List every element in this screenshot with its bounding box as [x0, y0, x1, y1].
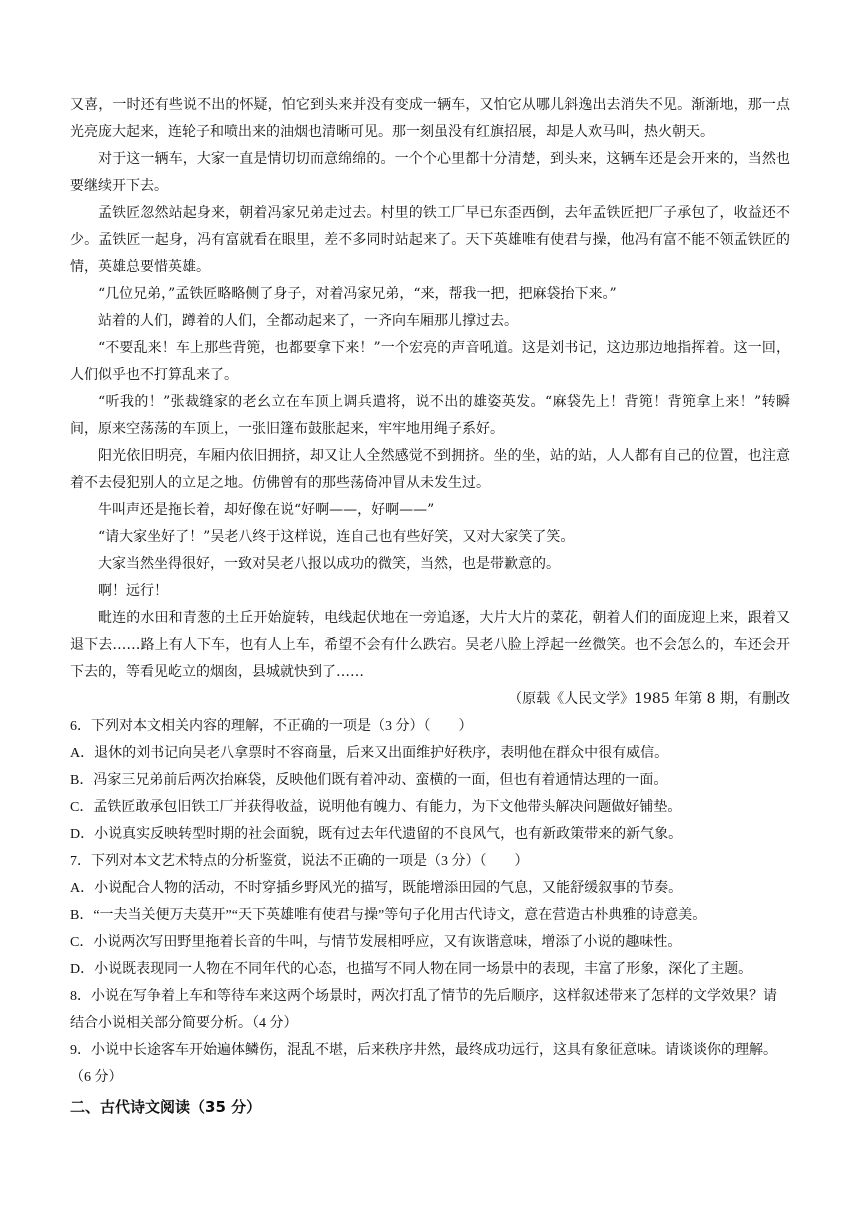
story-paragraph: “请大家坐好了！”吴老八终于这样说，连自己也有些好笑，又对大家笑了笑。: [98, 529, 575, 545]
story-paragraph: 站着的人们，蹲着的人们，全都动起来了，一齐向车厢那儿撑过去。: [98, 313, 518, 329]
story-paragraph: 牛叫声还是拖长着，却好像在说“好啊——，好啊——”: [98, 502, 435, 518]
story-paragraph: 对于这一辆车，大家一直是情切切而意绵绵的。一个个心里都十分清楚，到头来，这辆车还是会开来的，当然也要继续开下去。: [70, 151, 790, 194]
question-6-option-a: A．退休的刘书记向吴老八拿票时不容商量，后来又出面维护好秩序，表明他在群众中很有威信。: [70, 746, 669, 761]
story-paragraph: “听我的！”张裁缝家的老幺立在车顶上调兵遣将，说不出的雄姿英发。“麻袋先上！背篼！背篼拿上来！”转瞬间，原来空荡荡的车顶上，一张旧篷布鼓胀起来，牢牢地用绳子系好。: [70, 394, 790, 437]
story-paragraph: 阳光依旧明亮，车厢内依旧拥挤，却又让人全然感觉不到拥挤。坐的坐，站的站，人人都有自己的位置，也注意着不去侵犯别人的立足之地。仿佛曾有的那些荡倚冲冒从未发生过。: [70, 448, 790, 491]
question-6-option-b: B．冯家三兄弟前后两次抬麻袋，反映他们既有着冲动、蛮横的一面，但也有着通情达理的一面。: [70, 773, 668, 788]
story-paragraph: 大家当然坐得很好，一致对吴老八报以成功的微笑，当然，也是带歉意的。: [98, 556, 560, 572]
question-9-stem: 9．小说中长途客车开始遍体鳞伤，混乱不堪，后来秩序井然，最终成功远行，这具有象征意味。请谈谈你的理解。（6 分）: [70, 1043, 777, 1085]
story-paragraph: 孟铁匠忽然站起身来，朝着冯家兄弟走过去。村里的铁工厂早已东歪西倒，去年孟铁匠把厂子承包了，收益还不少。孟铁匠一起身，冯有富就看在眼里，差不多同时站起来了。天下英雄唯有使君与操，他冯有富不能不领孟铁匠的情，英雄总要惜英雄。: [70, 205, 790, 275]
story-paragraph: 毗连的水田和青葱的土丘开始旋转，电线起伏地在一旁追逐，大片大片的菜花，朝着人们的面庞迎上来，跟着又退下去……路上有人下车，也有人上车，希望不会有什么跌宕。吴老八脸上浮起一丝微笑。也不会怎么的，车还会开下去的，等看见屹立的烟囱，县城就快到了……: [70, 610, 790, 680]
story-paragraph: “不要乱来！车上那些背篼，也都要拿下来！”一个宏亮的声音吼道。这是刘书记，这边那边地指挥着。这一回，人们似乎也不打算乱来了。: [70, 340, 790, 383]
section-heading: 二、古代诗文阅读（35 分）: [70, 1098, 262, 1116]
question-7-option-d: D．小说既表现同一人物在不同年代的心态，也描写不同人物在同一场景中的表现，丰富了形象，深化了主题。: [70, 962, 753, 977]
question-6-stem: 6．下列对本文相关内容的理解，不正确的一项是（3 分）（ ）: [70, 719, 473, 734]
story-paragraph: 啊！远行！: [98, 583, 168, 599]
question-6-option-c: C．孟铁匠敢承包旧铁工厂并获得收益，说明他有魄力、有能力，为下文他带头解决问题做好铺垫。: [70, 800, 682, 815]
question-7-option-c: C．小说两次写田野里拖着长音的牛叫，与情节发展相呼应，又有诙谐意味，增添了小说的趣味性。: [70, 935, 682, 950]
question-7-option-a: A．小说配合人物的活动，不时穿插乡野风光的描写，既能增添田园的气息，又能舒缓叙事的节奏。: [70, 881, 683, 896]
question-7-option-b: B．“一夫当关便万夫莫开”“天下英雄唯有使君与操”等句子化用古代诗文，意在营造古朴典雅的诗意美。: [70, 908, 707, 923]
source-citation: （原载《人民文学》1985 年第 8 期，有删改: [508, 691, 790, 707]
story-paragraph: 又喜，一时还有些说不出的怀疑，怕它到头来并没有变成一辆车，又怕它从哪儿斜逸出去消失不见。渐渐地，那一点光亮庞大起来，连轮子和喷出来的油烟也清晰可见。那一刻虽没有红旗招展，却是人欢马叫，热火朝天。: [70, 97, 790, 140]
question-6-option-d: D．小说真实反映转型时期的社会面貌，既有过去年代遗留的不良风气，也有新政策带来的新气象。: [70, 827, 683, 842]
question-8-stem: 8．小说在写争着上车和等待车来这两个场景时，两次打乱了情节的先后顺序，这样叙述带来了怎样的文学效果？请结合小说相关部分简要分析。（4 分）: [70, 989, 777, 1031]
story-paragraph: “几位兄弟，”孟铁匠略略侧了身子，对着冯家兄弟，“来，帮我一把，把麻袋抬下来。”: [98, 286, 617, 302]
document-page: [70, 92, 790, 1121]
question-7-stem: 7．下列对本文艺术特点的分析鉴赏，说法不正确的一项是（3 分）（ ）: [70, 854, 529, 869]
